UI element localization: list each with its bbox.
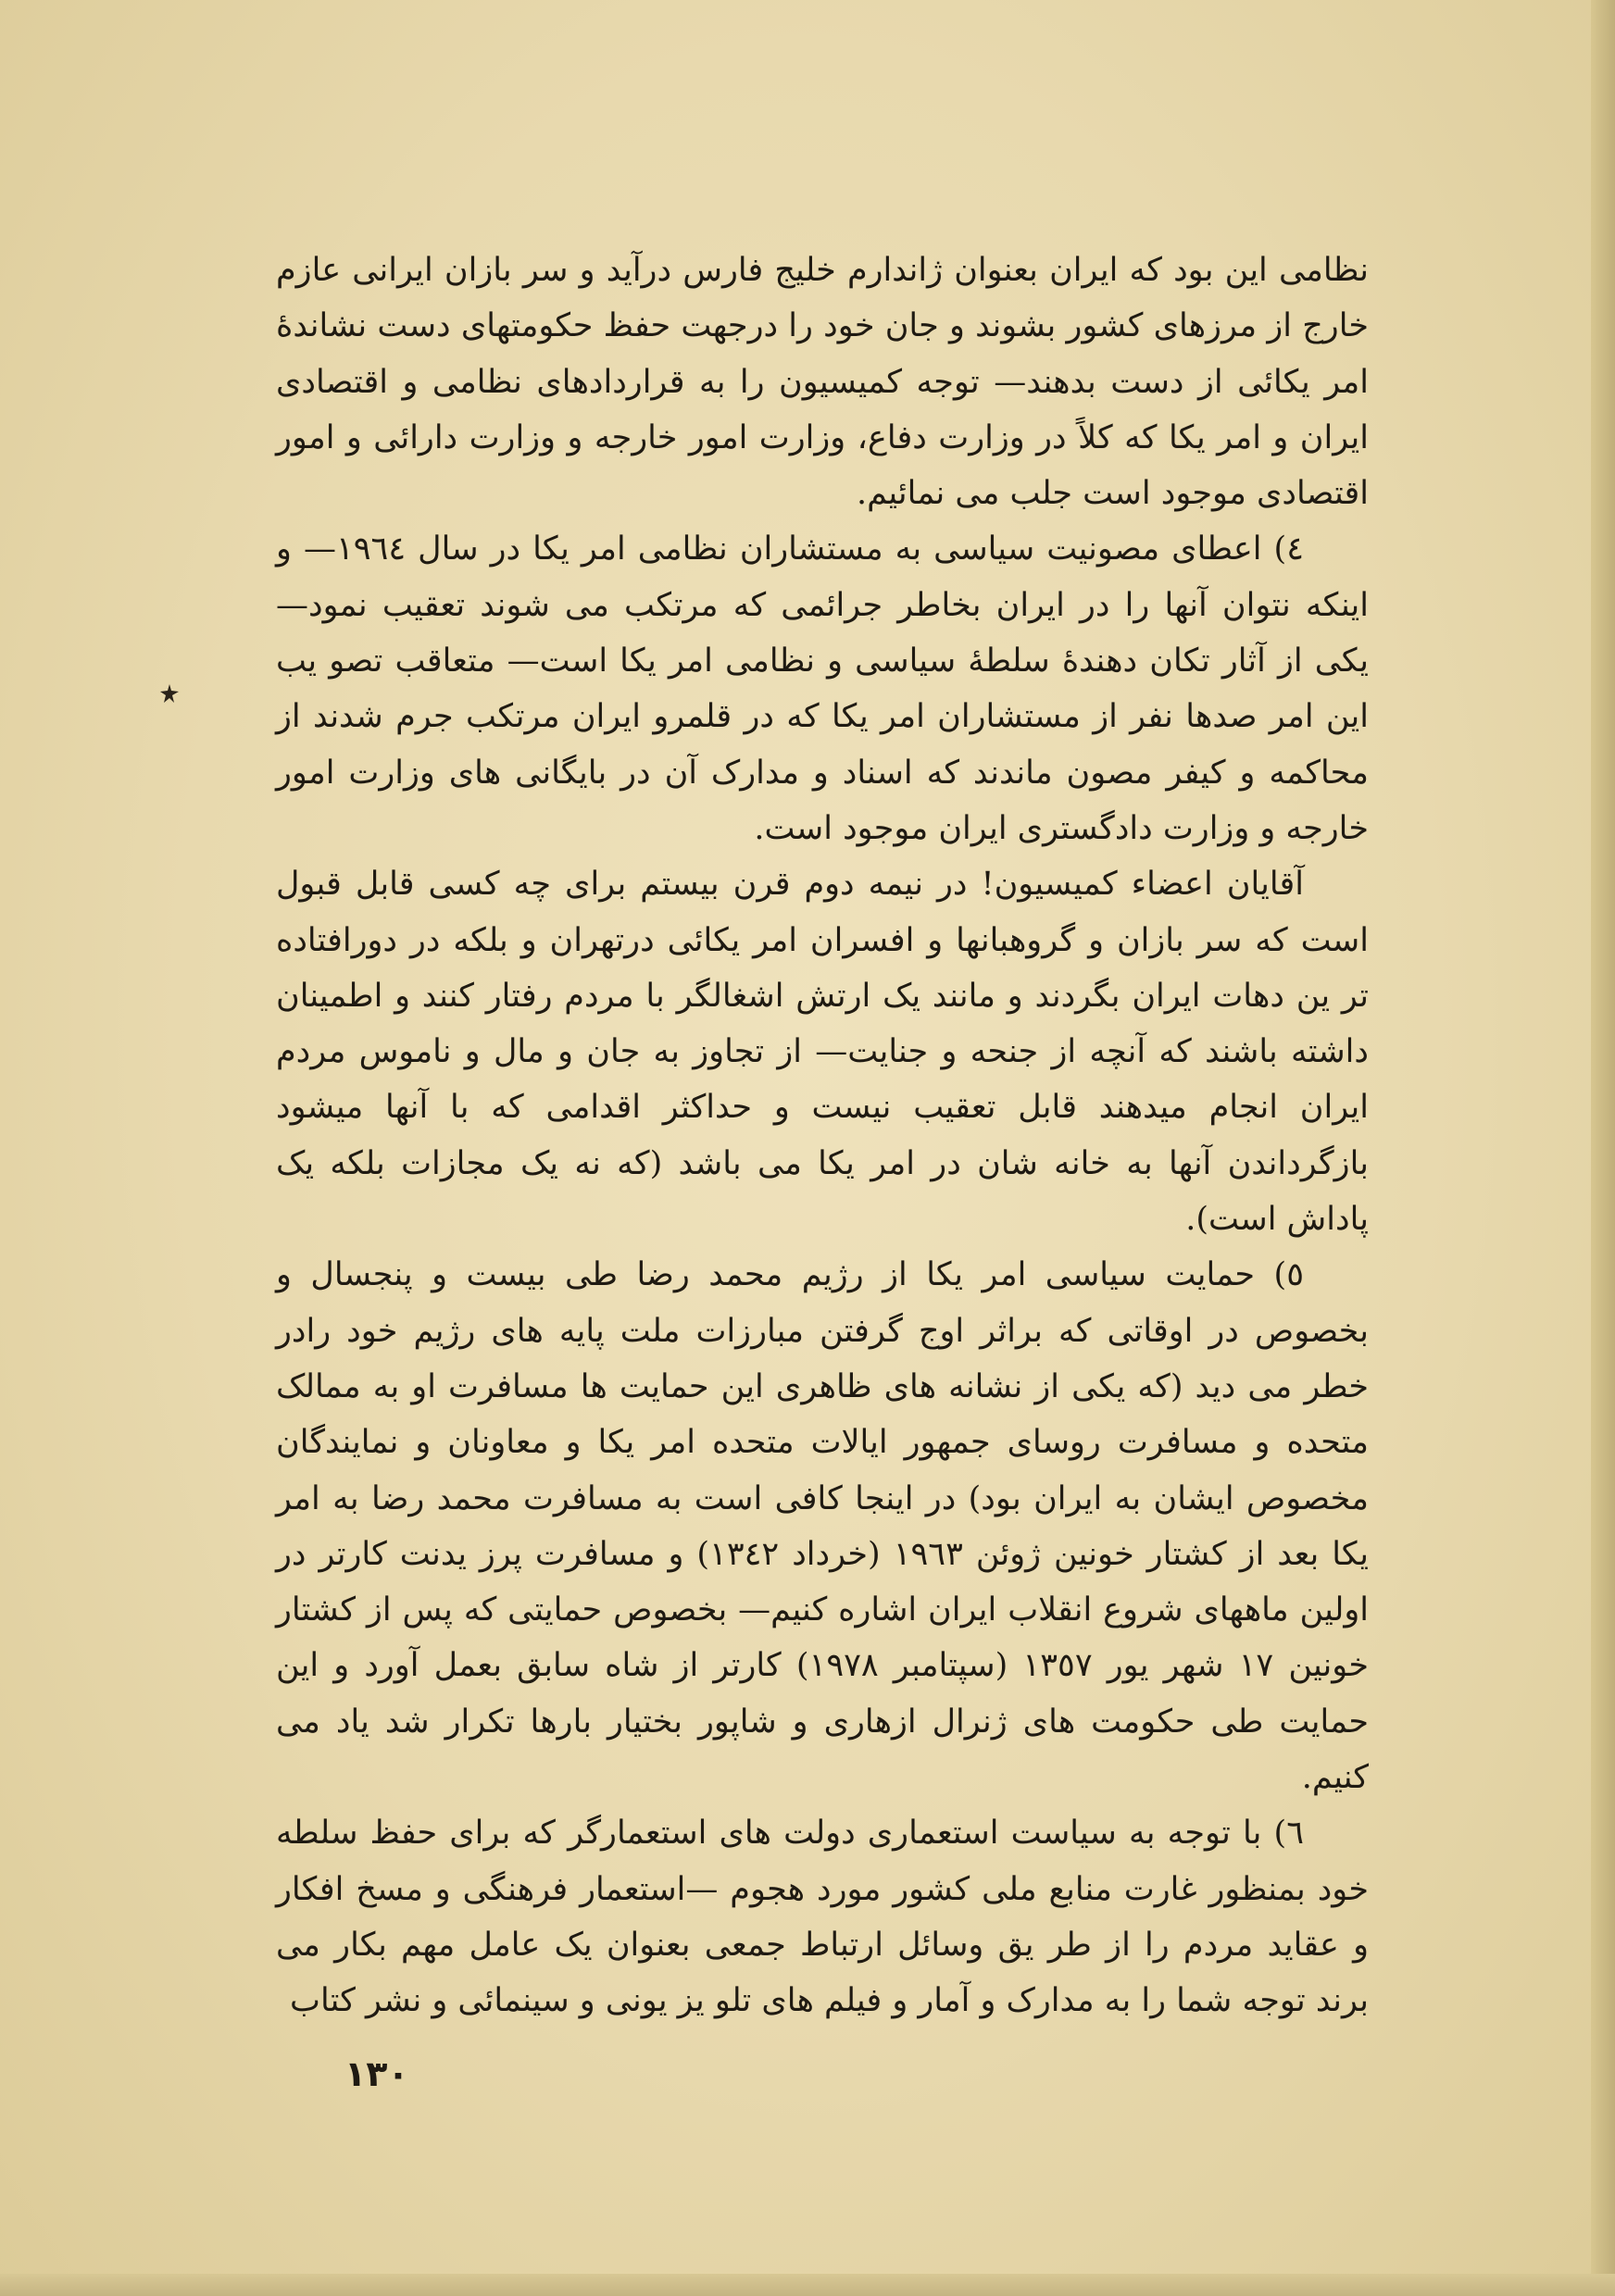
paragraph-2: ٤) اعطای مصونیت سیاسی به مستشاران نظامی امر یکا در سال ١٩٦٤— و اینکه نتوان آنها را در ایران بخاطر جرائمی که مرتکب می شوند تعقیب نمود— یکی از آثار تکان دهندهٔ سلطهٔ سیاسی و نظامی امر یکا است— متعاقب تصو یب این امر صدها نفر از مستشاران امر یکا که در قلمرو ایران مرتکب جرم شدند از محاکمه و کیفر مصون ماندند که اسناد و مدارک آن در بایگانی های وزارت امور خارجه و وزارت دادگستری ایران موجود است. bbox=[276, 530, 1369, 847]
body-text bbox=[276, 243, 1369, 2029]
paragraph-3: آقایان اعضاء کمیسیون! در نیمه دوم قرن بیستم برای چه کسی قابل قبول است که سر بازان و گروهبانها و افسران امر یکائی درتهران و بلکه در دورافتاده تر ین دهات ایران بگردند و مانند یک ارتش اشغالگر با مردم رفتار کنند و اطمینان داشته باشند که آنچه از جنحه و جنایت— از تجاوز به جان و مال و ناموس مردم ایران انجام میدهند قابل تعقیب نیست و حداکثر اقدامی که با آنها میشود بازگرداندن آنها به خانه شان در امر یکا می باشد (که نه یک مجازات بلکه یک پاداش است). bbox=[276, 866, 1369, 1239]
page-edge-right bbox=[1591, 0, 1615, 2296]
page-number: ١٣٠ bbox=[344, 2053, 409, 2094]
paragraph-5: ٦) با توجه به سیاست استعماری دولت های استعمارگر که برای حفظ سلطه خود بمنظور غارت منابع ملی کشور مورد هجوم —استعمار فرهنگی و مسخ افکار و عقاید مردم را از طر یق وسائل ارتباط جمعی بعنوان یک عامل مهم بکار می برند توجه شما را به مدارک و آمار و فیلم های تلو یز یونی و سینمائی و نشر کتاب bbox=[276, 1815, 1369, 2020]
paragraph-1: نظامی این بود که ایران بعنوان ژاندارم خلیج فارس درآید و سر بازان ایرانی عازم خارج از مرزهای کشور بشوند و جان خود را درجهت حفظ حکومتهای دست نشاندهٔ امر یکائی از دست بدهند— توجه کمیسیون را به قراردادهای نظامی و اقتصادی ایران و امر یکا که کلاً در وزارت دفاع، وزارت امور خارجه و وزارت دارائی و امور اقتصادی موجود است جلب می نمائیم. bbox=[276, 252, 1369, 513]
paragraph-4: ٥) حمایت سیاسی امر یکا از رژیم محمد رضا طی بیست و پنجسال و بخصوص در اوقاتی که براثر اوج گرفتن مبارزات ملت پایه های رژیم خود رادر خطر می دید (که یکی از نشانه های ظاهری این حمایت ها مسافرت او به ممالک متحده و مسافرت روسای جمهور ایالات متحده امر یکا و معاونان و نمایندگان مخصوص ایشان به ایران بود) در اینجا کافی است به مسافرت محمد رضا به امر یکا بعد از کشتار خونین ژوئن ١٩٦٣ (خرداد ١٣٤٢) و مسافرت پرز یدنت کارتر در اولین ماههای شروع انقلاب ایران اشاره کنیم— بخصوص حمایتی که پس از کشتار خونین ١٧ شهر یور ١٣٥٧ (سپتامبر ١٩٧٨) کارتر از شاه سابق بعمل آورد و این حمایت طی حکومت های ژنرال ازهاری و شاپور بختیار بارها تکرار شد یاد می کنیم. bbox=[276, 1256, 1370, 1797]
page-edge-bottom bbox=[0, 2274, 1615, 2296]
ink-spot-icon bbox=[159, 683, 180, 704]
